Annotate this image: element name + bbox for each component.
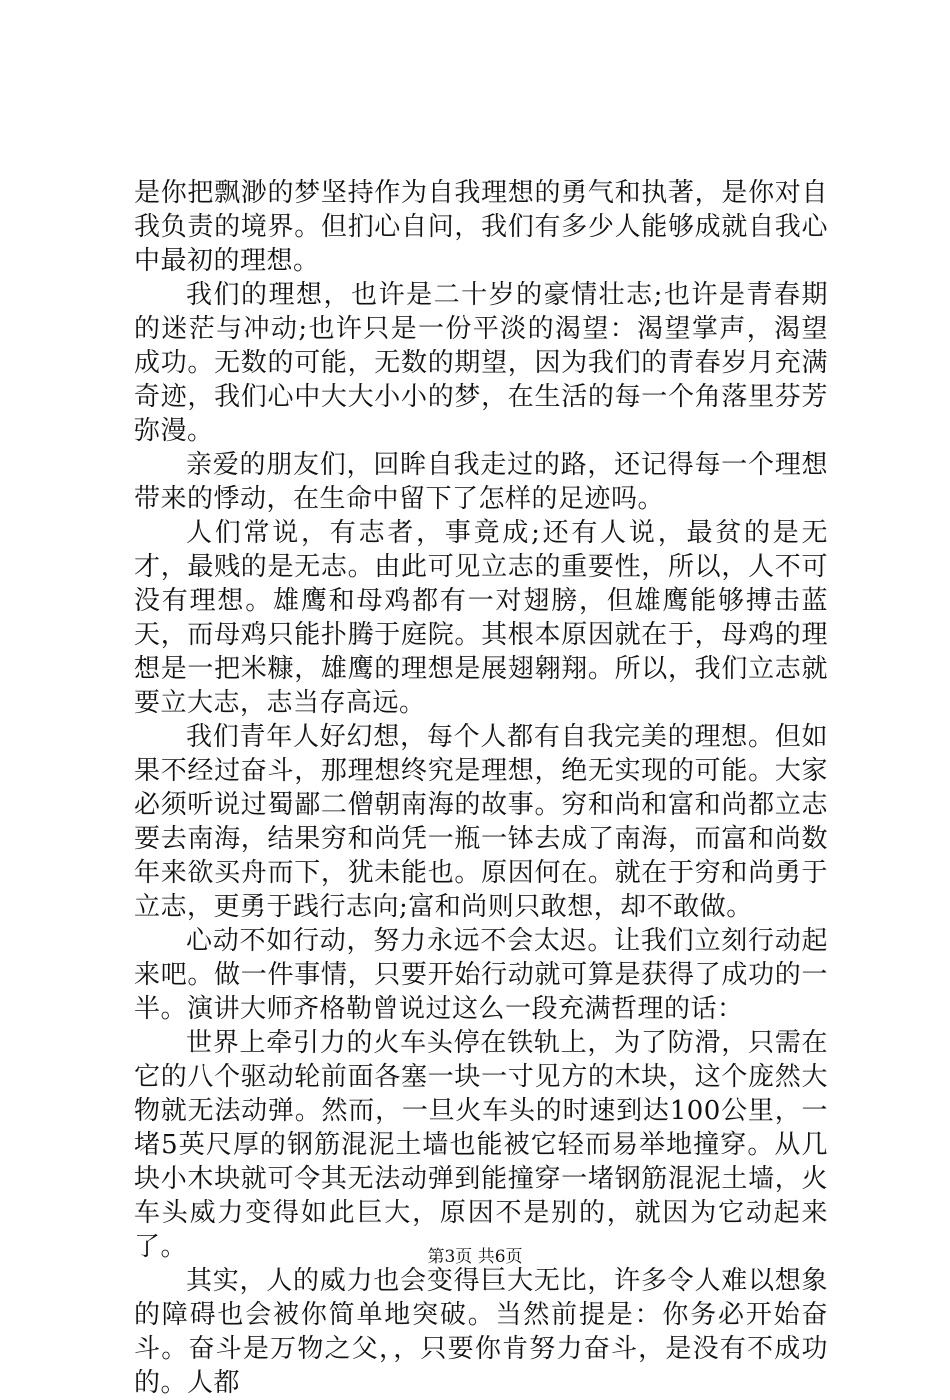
paragraph: 其实，人的威力也会变得巨大无比，许多令人难以想象的障碍也会被你简单地突破。当然前提是：你务必开始奋斗。奋斗是万物之父，，只要你肯努力奋斗，是没有不成功的。人都 xyxy=(134,1266,828,1398)
document-body xyxy=(134,176,828,1400)
page-number-footer: 第3页 共6页 xyxy=(427,1247,523,1267)
paragraph: 人们常说，有志者，事竟成;还有人说，最贫的是无才，最贱的是无志。由此可见立志的重要性，所以，人不可没有理想。雄鹰和母鸡都有一对翅膀，但雄鹰能够搏击蓝天，而母鸡只能扑腾于庭院。其根本原因就在于，母鸡的理想是一把米糠，雄鹰的理想是展翅翱翔。所以，我们立志就要立大志，志当存高远。 xyxy=(134,518,828,718)
paragraph: 心动不如行动，努力永远不会太迟。让我们立刻行动起来吧。做一件事情，只要开始行动就可算是获得了成功的一半。演讲大师齐格勒曾说过这么一段充满哲理的话： xyxy=(134,926,828,1024)
paragraph: 世界上牵引力的火车头停在铁轨上，为了防滑，只需在它的八个驱动轮前面各塞一块一寸见方的木块，这个庞然大物就无法动弹。然而，一旦火车头的时速到达100公里，一堵5英尺厚的钢筋混泥土墙也能被它轻而易举地撞穿。从几块小木块就可令其无法动弹到能撞穿一堵钢筋混泥土墙，火车头威力变得如此巨大，原因不是别的，就因为它动起来了。 xyxy=(134,1028,828,1262)
paragraph: 我们的理想，也许是二十岁的豪情壮志;也许是青春期的迷茫与冲动;也许只是一份平淡的渴望：渴望掌声，渴望成功。无数的可能，无数的期望，因为我们的青春岁月充满奇迹，我们心中大大小小的梦，在生活的每一个角落里芬芳弥漫。 xyxy=(134,280,828,446)
paragraph: 亲爱的朋友们，回眸自我走过的路，还记得每一个理想带来的悸动，在生命中留下了怎样的足迹吗。 xyxy=(134,450,828,514)
paragraph: 我们青年人好幻想，每个人都有自我完美的理想。但如果不经过奋斗，那理想终究是理想，绝无实现的可能。大家必须听说过蜀鄙二僧朝南海的故事。穷和尚和富和尚都立志要去南海，结果穷和尚凭一瓶一钵去成了南海，而富和尚数年来欲买舟而下，犹未能也。原因何在。就在于穷和尚勇于立志，更勇于践行志向;富和尚则只敢想，却不敢做。 xyxy=(134,722,828,922)
paragraph-continuation: 是你把飘渺的梦坚持作为自我理想的勇气和执著，是你对自我负责的境界。但扪心自问，我们有多少人能够成就自我心中最初的理想。 xyxy=(134,178,828,276)
